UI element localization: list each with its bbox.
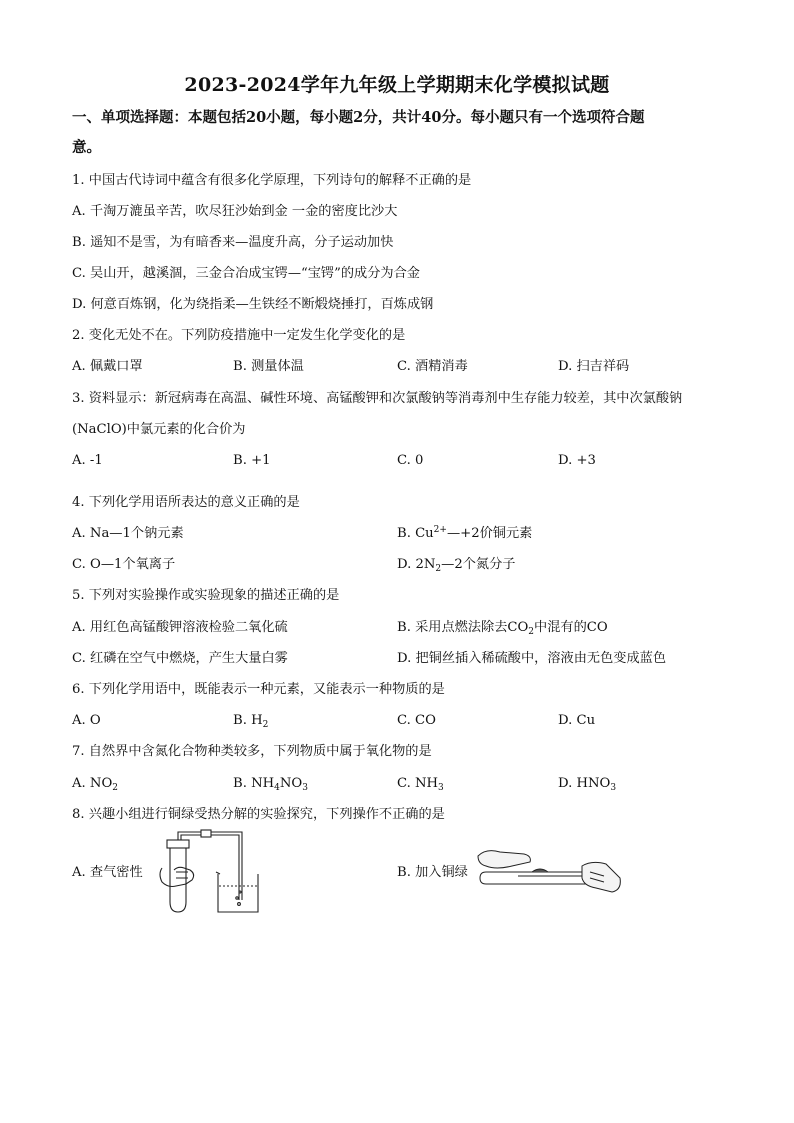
section-heading	[72, 103, 732, 163]
question-6-option-d: D. Cu	[558, 713, 596, 728]
question-5-option-d: D. 把铜丝插入稀硫酸中，溶液由无色变成蓝色	[397, 651, 667, 666]
section-heading-line-1: 一、单项选择题：本题包括20小题，每小题2分，共计40分。每小题只有一个选项符合题	[72, 109, 645, 126]
question-2-option-b: B. 测量体温	[233, 359, 304, 374]
section-heading-line-2: 意。	[72, 139, 101, 156]
question-6-option-b: B. $H_2$	[233, 713, 269, 730]
question-4-option-c: C. O—1个氧离子	[72, 557, 176, 572]
airtightness-apparatus-illustration	[148, 828, 260, 916]
question-8-stem: 8. 兴趣小组进行铜绿受热分解的实验探究，下列操作不正确的是	[72, 807, 445, 822]
question-4-stem: 4. 下列化学用语所表达的意义正确的是	[72, 495, 300, 510]
question-1-option-b: B. 遥知不是雪，为有暗香来—温度升高，分子运动加快	[72, 235, 394, 250]
question-7-option-a: A. $NO_2$	[72, 776, 118, 793]
question-4-option-d: D. $2N_2—2$个氮分子	[397, 557, 516, 574]
adding-copper-green-illustration	[472, 842, 624, 900]
question-3-stem-line-2: (NaClO)中氯元素的化合价为	[72, 422, 246, 437]
question-1-option-c: C. 吴山开，越溪涸，三金合冶成宝锷—“宝锷”的成分为合金	[72, 266, 420, 281]
question-4-option-b: B. $Cu^{2+}—+2$价铜元素	[397, 525, 533, 541]
question-6-option-a: A. O	[72, 713, 101, 728]
question-1-stem: 1. 中国古代诗词中蕴含有很多化学原理，下列诗句的解释不正确的是	[72, 173, 472, 188]
question-2-option-c: C. 酒精消毒	[397, 359, 468, 374]
question-2-option-a: A. 佩戴口罩	[72, 359, 143, 374]
question-7-option-d: D. $HNO_3$	[558, 776, 617, 793]
question-3-stem-line-1: 3. 资料显示：新冠病毒在高温、碱性环境、高锰酸钾和次氯酸钠等消毒剂中生存能力较差，其中次氯酸钠	[72, 391, 683, 406]
question-3-option-b: B. +1	[233, 453, 271, 468]
question-5-stem: 5. 下列对实验操作或实验现象的描述正确的是	[72, 588, 340, 603]
question-8-option-a: A. 查气密性	[72, 865, 143, 880]
question-5-option-b: B. 采用点燃法除去$CO_2$中混有的CO	[397, 620, 608, 637]
question-2-option-d: D. 扫吉祥码	[558, 359, 630, 374]
question-3-option-a: A. -1	[72, 453, 103, 468]
question-6-stem: 6. 下列化学用语中，既能表示一种元素，又能表示一种物质的是	[72, 682, 445, 697]
question-7-option-c: C. $NH_3$	[397, 776, 444, 793]
question-6-option-c: C. CO	[397, 713, 436, 728]
question-7-option-b: B. $NH_4NO_3$	[233, 776, 308, 793]
question-1-option-a: A. 千淘万漉虽辛苦，吹尽狂沙始到金 一金的密度比沙大	[72, 204, 398, 219]
question-1-option-d: D. 何意百炼钢，化为绕指柔—生铁经不断煅烧捶打，百炼成钢	[72, 297, 434, 312]
question-3-option-d: D. +3	[558, 453, 596, 468]
question-4-option-a: A. Na—1个钠元素	[72, 526, 184, 541]
question-2-stem: 2. 变化无处不在。下列防疫措施中一定发生化学变化的是	[72, 328, 406, 343]
question-7-stem: 7. 自然界中含氮化合物种类较多，下列物质中属于氧化物的是	[72, 744, 432, 759]
page-title: 2023-2024学年九年级上学期期末化学模拟试题	[184, 74, 610, 96]
question-5-option-a: A. 用红色高锰酸钾溶液检验二氧化硫	[72, 620, 288, 635]
question-5-option-c: C. 红磷在空气中燃烧，产生大量白雾	[72, 651, 288, 666]
question-8-option-b: B. 加入铜绿	[397, 865, 468, 880]
question-3-option-c: C. 0	[397, 453, 424, 468]
